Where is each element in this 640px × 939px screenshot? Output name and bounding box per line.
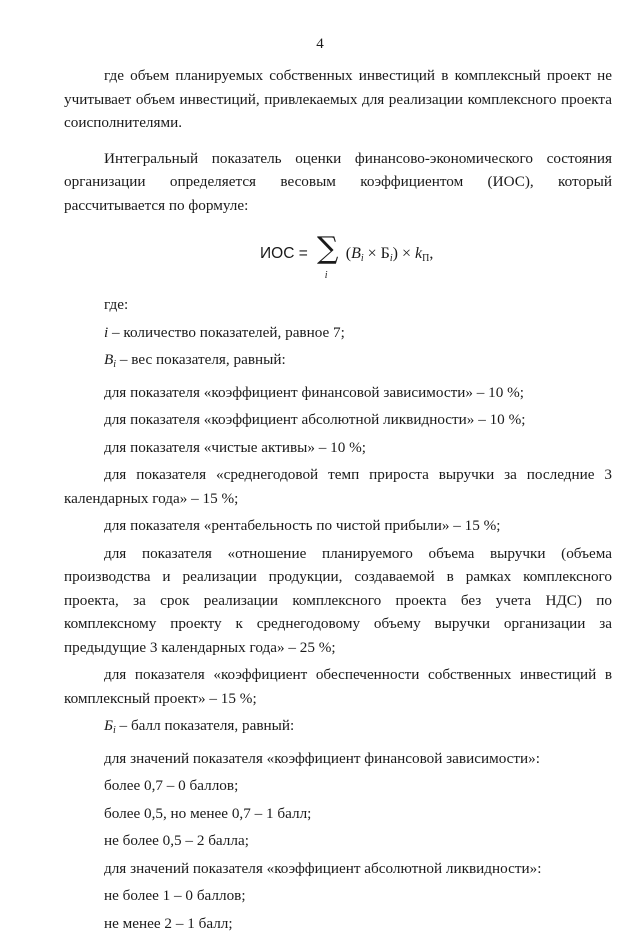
weight-net-profitability: для показателя «рентабельность по чистой прибыли» – 15 %; [104,517,501,534]
score-absolute-liquidity-b: не менее 2 – 1 балл; [104,914,233,932]
weight-absolute-liquidity: для показателя «коэффициент абсолютной ликвидности» – 10 %; [104,411,526,428]
paragraph-integral-indicator: Интегральный показатель оценки финансово-экономического состояния организации определяется весовым коэффициентом (ИОС), который рассчитывается по формуле: [64,149,612,214]
where-label: где: [104,296,129,313]
formula-ios [64,231,612,281]
score-absolute-liquidity-heading: для значений показателя «коэффициент абсолютной ликвидности»: [104,859,542,877]
weight-financial-dependence: для показателя «коэффициент финансовой зависимости» – 10 %; [104,383,524,401]
score-financial-dependence-heading: для значений показателя «коэффициент финансовой зависимости»: [104,749,540,767]
weight-revenue-ratio: для показателя «отношение планируемого объема выручки (объема производства и реализации продукции, создаваемой в рамках комплексного проекта, за срок реализации комплексного проекта без учета НДС) по комплексному проекту к среднегодовому объему выручки организации за предыдущие 3 календарных года» – 25 %; [64,544,612,656]
formula-rhs: (Bi × Бi) × kП, [345,245,434,264]
weight-investment-coverage: для показателя «коэффициент обеспеченности собственных инвестиций в комплексный проект» – 15 %; [64,666,612,707]
weight-revenue-growth: для показателя «среднегодовой темп прироста выручки за последние 3 календарных года» – 15 %; [64,466,612,507]
formula-lhs: ИОС = [260,245,308,262]
weight-net-assets: для показателя «чистые активы» – 10 %; [104,438,366,456]
document-body [64,64,612,939]
sum-index: i [324,270,328,281]
definition-i: i – количество показателей, равное 7; [104,323,345,341]
paragraph-investment-note: где объем планируемых собственных инвестиций в комплексный проект не учитывает объем инвестиций, привлекаемых для реализации комплексного проекта соисполнителями. [64,67,612,131]
score-financial-dependence-a: более 0,7 – 0 баллов; [104,777,239,794]
formula-expression [260,231,434,281]
score-financial-dependence-b: более 0,5, но менее 0,7 – 1 балл; [104,804,312,822]
sum-symbol [316,231,340,281]
score-financial-dependence-c: не более 0,5 – 2 балла; [104,832,249,849]
page-number: 4 [316,36,324,52]
definition-score: Бi – балл показателя, равный: [104,717,295,736]
sigma-glyph: ∑ [317,231,339,266]
score-absolute-liquidity-a: не более 1 – 0 баллов; [104,887,246,904]
definition-weight: Bi – вес показателя, равный: [104,351,286,370]
